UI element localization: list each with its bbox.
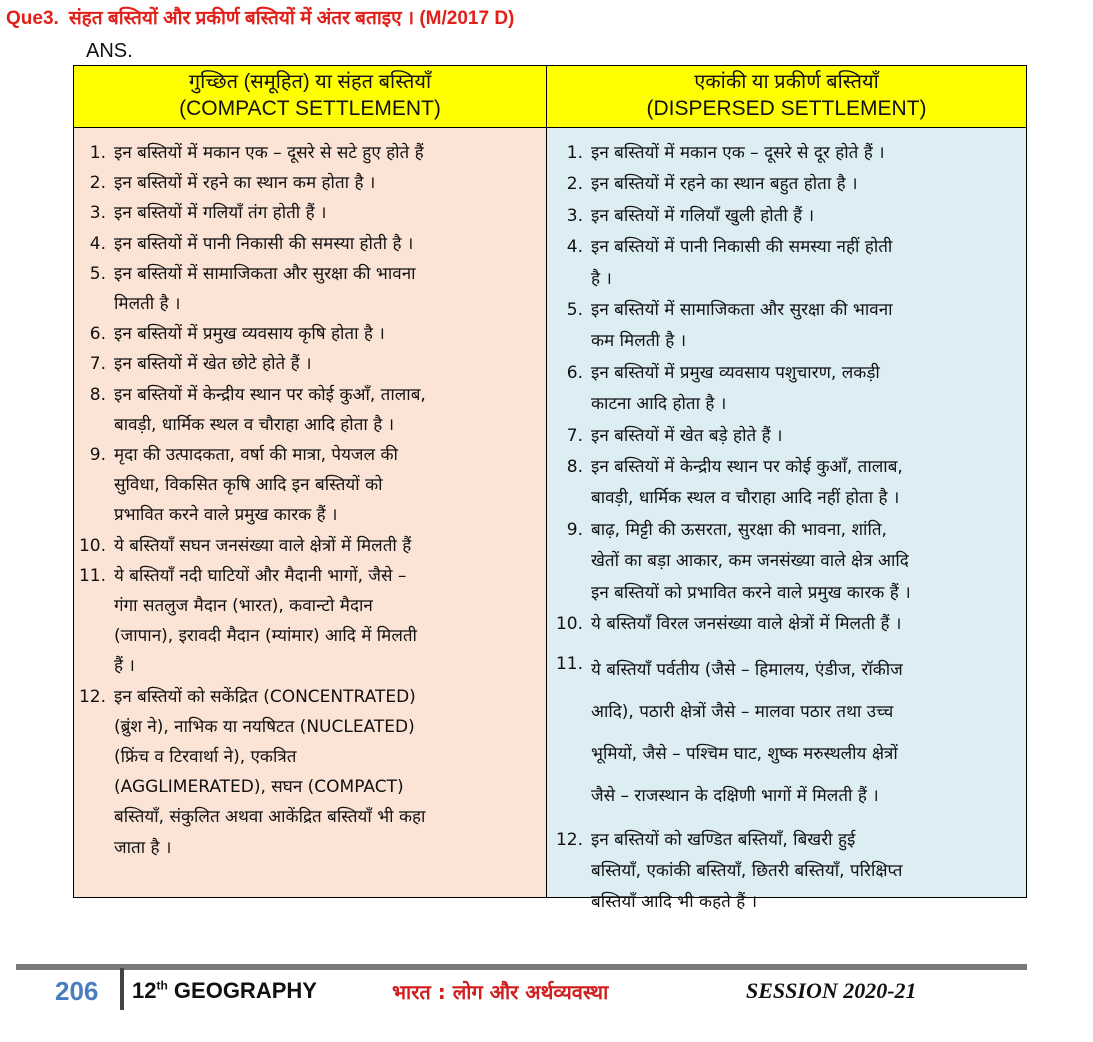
item-text xyxy=(591,421,1018,452)
left-item-1 xyxy=(74,138,540,168)
item-text xyxy=(591,138,1018,169)
item-number: 2. xyxy=(566,174,583,195)
item-text xyxy=(591,452,1018,515)
item-line: इन बस्तियों को खण्डित बस्तियाँ, बिखरी हुई xyxy=(591,829,856,850)
item-text xyxy=(114,319,540,349)
item-number: 11. xyxy=(78,565,106,586)
item-number: 1. xyxy=(566,143,583,163)
right-item-4 xyxy=(547,232,1018,295)
item-line: हैं । xyxy=(114,656,135,677)
item-text xyxy=(114,229,540,259)
item-number: 7. xyxy=(566,425,583,446)
item-text xyxy=(114,440,540,531)
item-line: भूमियों, जैसे – पश्चिम घाट, शुष्क मरुस्थलीय क्षेत्रों xyxy=(591,743,898,764)
item-line: प्रभावित करने वाले प्रमुख कारक हैं । xyxy=(114,505,338,526)
right-item-8 xyxy=(547,452,1018,515)
item-line: इन बस्तियों को सकेंद्रित (CONCENTRATED) xyxy=(114,686,416,707)
item-text xyxy=(114,259,540,319)
item-text xyxy=(591,295,1018,358)
item-text xyxy=(591,649,1018,817)
item-line: इन बस्तियों में मकान एक – दूसरे से सटे हुए होते हैं xyxy=(114,143,424,163)
left-header-hindi: गुच्छित (समूहित) या संहत बस्तियाँ xyxy=(188,71,432,93)
right-header-english: (DISPERSED SETTLEMENT) xyxy=(646,97,927,120)
item-line: बाढ़, मिट्टी की ऊसरता, सुरक्षा की भावना, शांति, xyxy=(591,519,887,540)
item-line: ये बस्तियाँ नदी घाटियों और मैदानी भागों, जैसे – xyxy=(114,565,407,586)
item-line: बावड़ी, धार्मिक स्थल व चौराहा आदि होता है । xyxy=(114,414,395,435)
item-line: इन बस्तियों में सामाजिकता और सुरक्षा की भावना xyxy=(114,263,416,284)
item-line: इन बस्तियों में केन्द्रीय स्थान पर कोई कुआँ, तालाब, xyxy=(114,384,426,405)
item-line: मिलती है । xyxy=(114,294,181,315)
compact-settlement-column xyxy=(74,128,547,897)
right-item-11 xyxy=(547,649,1018,817)
right-item-1 xyxy=(547,138,1018,169)
item-text xyxy=(591,169,1018,200)
book-title: भारत : लोग और अर्थव्यवस्था xyxy=(392,980,609,1004)
item-number: 12. xyxy=(555,829,583,850)
item-text xyxy=(114,380,540,440)
left-item-11 xyxy=(74,561,540,682)
item-line: खेतों का बड़ा आकार, कम जनसंख्या वाले क्षेत्र आदि xyxy=(591,551,909,572)
left-item-4 xyxy=(74,229,540,259)
item-line: आदि), पठारी क्षेत्रों जैसे – मालवा पठार तथा उच्च xyxy=(591,701,894,722)
item-line: इन बस्तियों में खेत छोटे होते हैं । xyxy=(114,354,312,375)
item-text xyxy=(114,682,540,863)
left-item-5 xyxy=(74,259,540,319)
item-line: बस्तियाँ आदि भी कहते हैं । xyxy=(591,892,758,913)
item-line: (AGGLIMERATED), सघन (COMPACT) xyxy=(114,777,404,798)
right-item-2 xyxy=(547,169,1018,200)
item-text xyxy=(591,825,1018,919)
item-line: इन बस्तियों में केन्द्रीय स्थान पर कोई कुआँ, तालाब, xyxy=(591,457,903,478)
item-number: 9. xyxy=(89,445,106,466)
item-number: 10. xyxy=(78,535,106,556)
item-number: 3. xyxy=(89,203,106,224)
right-item-5 xyxy=(547,295,1018,358)
item-number: 8. xyxy=(89,384,106,405)
footer-divider xyxy=(120,968,124,1010)
item-text xyxy=(114,561,540,682)
question-heading xyxy=(6,4,1006,30)
left-item-9 xyxy=(74,440,540,531)
right-item-12 xyxy=(547,825,1018,919)
item-text xyxy=(114,349,540,379)
item-number: 6. xyxy=(566,362,583,383)
item-number: 7. xyxy=(89,354,106,375)
item-number: 4. xyxy=(89,233,106,254)
item-line: बावड़ी, धार्मिक स्थल व चौराहा आदि नहीं होता है । xyxy=(591,488,900,509)
subject-title: 12th GEOGRAPHY xyxy=(132,978,317,1003)
item-line: जाता है । xyxy=(114,837,172,858)
item-text xyxy=(591,609,1018,640)
item-line: इन बस्तियों में खेत बड़े होते हैं । xyxy=(591,425,783,446)
item-line: इन बस्तियों में प्रमुख व्यवसाय पशुचारण, लकड़ी xyxy=(591,362,880,383)
question-label: Que3. xyxy=(6,8,59,29)
right-item-10 xyxy=(547,609,1018,640)
left-item-12 xyxy=(74,682,540,863)
right-item-6 xyxy=(547,358,1018,421)
item-text xyxy=(114,531,540,561)
item-number: 3. xyxy=(566,205,583,226)
left-item-6 xyxy=(74,319,540,349)
item-number: 10. xyxy=(555,614,583,635)
item-number: 5. xyxy=(89,263,106,284)
item-number: 11. xyxy=(555,653,583,674)
item-line: बस्तियाँ, एकांकी बस्तियाँ, छितरी बस्तियाँ, परिक्षिप्त xyxy=(591,860,903,881)
item-line: इन बस्तियों में सामाजिकता और सुरक्षा की भावना xyxy=(591,300,893,321)
session-label: SESSION 2020-21 xyxy=(746,978,917,1003)
left-item-7 xyxy=(74,349,540,379)
left-item-3 xyxy=(74,198,540,228)
item-line: इन बस्तियों में रहने का स्थान बहुत होता है । xyxy=(591,174,858,195)
item-line: इन बस्तियों में गलियाँ तंग होती हैं । xyxy=(114,203,327,224)
right-item-9 xyxy=(547,515,1018,609)
item-line: मृदा की उत्पादकता, वर्षा की मात्रा, पेयजल की xyxy=(114,445,398,466)
item-line: बस्तियाँ, संकुलित अथवा आकेंद्रित बस्तियाँ भी कहा xyxy=(114,807,426,828)
right-item-7 xyxy=(547,421,1018,452)
item-line: इन बस्तियों में गलियाँ खुली होती हैं । xyxy=(591,205,815,226)
item-text xyxy=(591,515,1018,609)
item-text xyxy=(591,232,1018,295)
item-line: कम मिलती है । xyxy=(591,331,687,352)
item-line: जैसे – राजस्थान के दक्षिणी भागों में मिलती हैं । xyxy=(591,785,879,806)
left-item-10 xyxy=(74,531,540,561)
item-line: है । xyxy=(591,268,612,289)
left-header-english: (COMPACT SETTLEMENT) xyxy=(179,97,441,120)
item-line: इन बस्तियों में प्रमुख व्यवसाय कृषि होता है । xyxy=(114,324,385,345)
answer-label: ANS. xyxy=(86,40,133,62)
item-line: इन बस्तियों को प्रभावित करने वाले प्रमुख कारक हैं । xyxy=(591,582,911,603)
item-line: ये बस्तियाँ विरल जनसंख्या वाले क्षेत्रों में मिलती हैं । xyxy=(591,614,902,635)
item-line: इन बस्तियों में पानी निकासी की समस्या होती है । xyxy=(114,233,414,254)
item-text xyxy=(591,201,1018,232)
page-number: 206 xyxy=(55,976,99,1006)
item-line: गंगा सतलुज मैदान (भारत), कवान्टो मैदान xyxy=(114,596,373,617)
item-number: 5. xyxy=(566,300,583,321)
item-line: इन बस्तियों में मकान एक – दूसरे से दूर होते हैं । xyxy=(591,143,885,163)
left-item-2 xyxy=(74,168,540,198)
left-item-8 xyxy=(74,380,540,440)
item-text xyxy=(591,358,1018,421)
item-line: ये बस्तियाँ सघन जनसंख्या वाले क्षेत्रों में मिलती हैं xyxy=(114,535,412,556)
item-line: (जापान), इरावदी मैदान (म्यांमार) आदि में मिलती xyxy=(114,626,417,647)
item-line: सुविधा, विकसित कृषि आदि इन बस्तियों को xyxy=(114,475,383,496)
item-text xyxy=(114,168,540,198)
item-number: 2. xyxy=(89,173,106,194)
dispersed-settlement-column xyxy=(547,128,1026,913)
item-number: 4. xyxy=(566,237,583,258)
item-number: 1. xyxy=(89,143,106,163)
item-line: ये बस्तियाँ पर्वतीय (जैसे – हिमालय, एंडीज, रॉकीज xyxy=(591,659,903,680)
right-header-hindi: एकांकी या प्रकीर्ण बस्तियाँ xyxy=(694,71,879,93)
item-text xyxy=(114,138,540,168)
footer-rule xyxy=(16,964,1027,970)
item-number: 6. xyxy=(89,324,106,345)
right-column-header xyxy=(547,66,1026,128)
item-line: काटना आदि होता है । xyxy=(591,394,727,415)
item-number: 9. xyxy=(566,519,583,540)
question-text: संहत बस्तियों और प्रकीर्ण बस्तियों में अंतर बताइए । (M/2017 D) xyxy=(68,8,515,29)
right-item-3 xyxy=(547,201,1018,232)
item-text xyxy=(114,198,540,228)
item-number: 8. xyxy=(566,457,583,478)
item-number: 12. xyxy=(78,686,106,707)
item-line: इन बस्तियों में रहने का स्थान कम होता है । xyxy=(114,173,376,194)
item-line: इन बस्तियों में पानी निकासी की समस्या नहीं होती xyxy=(591,237,893,258)
item-line: (फ्रिंच व टिरवार्था ने), एकत्रित xyxy=(114,747,297,768)
item-line: (ब्रुंश ने), नाभिक या नयषिटत (NUCLEATED) xyxy=(114,716,415,737)
comparison-table xyxy=(73,65,1027,913)
left-column-header xyxy=(74,66,547,128)
